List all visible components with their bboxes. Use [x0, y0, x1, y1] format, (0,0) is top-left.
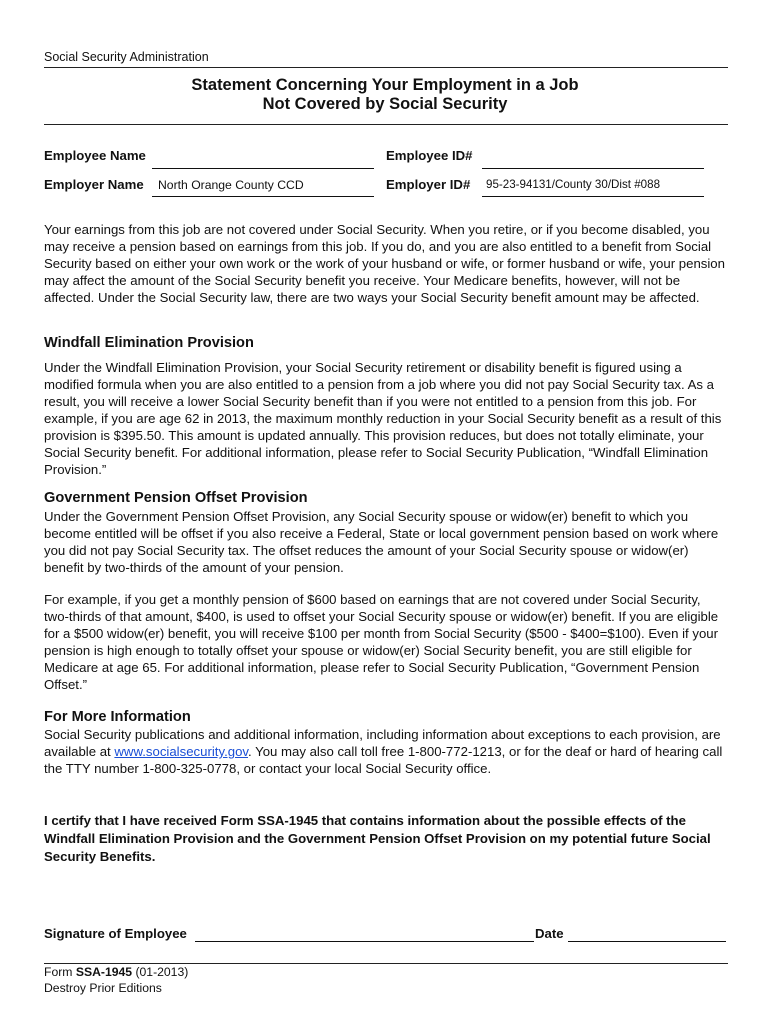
- gpo-paragraph-2: For example, if you get a monthly pension of $600 based on earnings that are not covered under Social Security, two-thirds of that amount, $400, is used to offset your Social Security spouse or widow(er) benefit. If you are eligible for a $500 widow(er) benefit, you will receive $100 per month from Social Security ($500 - $400=$100). Even if your pension is high enough to totally offset your spouse or widow(er) Social Security benefit, you are still eligible for Medicare at age 65. For additional information, please refer to Social Security Publication, “Government Pension Offset.”: [44, 592, 719, 692]
- employer-id-underline: [482, 196, 704, 197]
- employee-id-label: Employee ID#: [386, 148, 473, 163]
- signature-line[interactable]: [195, 941, 534, 942]
- employee-name-label: Employee Name: [44, 148, 146, 163]
- socialsecurity-link[interactable]: www.socialsecurity.gov: [114, 744, 249, 759]
- title-line-2: Not Covered by Social Security: [262, 95, 508, 113]
- employee-id-underline: [482, 168, 704, 169]
- employer-name-field[interactable]: North Orange County CCD: [158, 178, 304, 192]
- more-info-text-before: Social Security publications and additional information, including information about exceptions to each provision, are available at: [44, 727, 721, 759]
- employer-name-underline: [152, 196, 374, 197]
- more-info-text-after: . You may also call toll free 1-800-772-1213, or for the deaf or hard of hearing call the TTY number 1-800-325-0778, or contact your local Social Security office.: [44, 744, 723, 776]
- signature-label: Signature of Employee: [44, 926, 187, 941]
- title-line-1: Statement Concerning Your Employment in a Job: [191, 76, 579, 94]
- employee-name-underline: [152, 168, 374, 169]
- agency-name: Social Security Administration: [44, 50, 209, 64]
- form-number: SSA-1945: [75, 965, 133, 979]
- employer-id-label: Employer ID#: [386, 177, 471, 192]
- more-info-paragraph: [44, 726, 728, 777]
- date-line[interactable]: [568, 941, 726, 942]
- title-rule: [44, 124, 728, 125]
- intro-paragraph: Your earnings from this job are not covered under Social Security. When you retire, or if you become disabled, you may receive a pension based on earnings from this job. If you do, and you are also entitled to a benefit from Social Security based on either your own work or the work of your husband or wife, or former husband or wife, your pension may affect the amount of the Social Security benefit you receive. Your Medicare benefits, however, will not be affected. Under the Social Security law, there are two ways your Social Security benefit amount may be affected.: [44, 222, 725, 305]
- employer-name-label: Employer Name: [44, 177, 144, 192]
- form-id: [44, 964, 188, 980]
- wep-paragraph: Under the Windfall Elimination Provision, your Social Security retirement or disability benefit is figured using a modified formula when you are also entitled to a pension from a job where you did not pay Social Security tax. As a result, you will receive a lower Social Security benefit than if you were not entitled to a pension from this job. For example, if you are age 62 in 2013, the maximum monthly reduction in your Social Security benefit as a result of this provision is $395.50. This amount is updated annually. This provision reduces, but does not totally eliminate, your Social Security benefit. For additional information, please refer to Social Security Publication, “Windfall Elimination Provision.”: [44, 360, 722, 477]
- destroy-prior-editions: Destroy Prior Editions: [44, 981, 162, 995]
- form-prefix: Form: [44, 965, 76, 979]
- wep-heading: Windfall Elimination Provision: [44, 335, 254, 351]
- more-info-heading: For More Information: [44, 709, 191, 725]
- date-label: Date: [535, 926, 564, 941]
- top-rule: [44, 67, 728, 68]
- gpo-heading: Government Pension Offset Provision: [44, 490, 308, 506]
- employer-id-field[interactable]: 95-23-94131/County 30/Dist #088: [486, 178, 661, 191]
- form-date: (01-2013): [132, 965, 189, 979]
- page-title: [0, 76, 770, 114]
- gpo-paragraph-1: Under the Government Pension Offset Provision, any Social Security spouse or widow(er) benefit to which you become entitled will be offset if you also receive a Federal, State or local government pension based on work where you did not pay Social Security tax. The offset reduces the amount of your Social Security spouse or widow(er) benefit by two-thirds of the amount of your pension.: [44, 509, 719, 575]
- certification-statement: I certify that I have received Form SSA-1945 that contains information about the possible effects of the Windfall Elimination Provision and the Government Pension Offset Provision on my potential future Social Security Benefits.: [44, 813, 711, 864]
